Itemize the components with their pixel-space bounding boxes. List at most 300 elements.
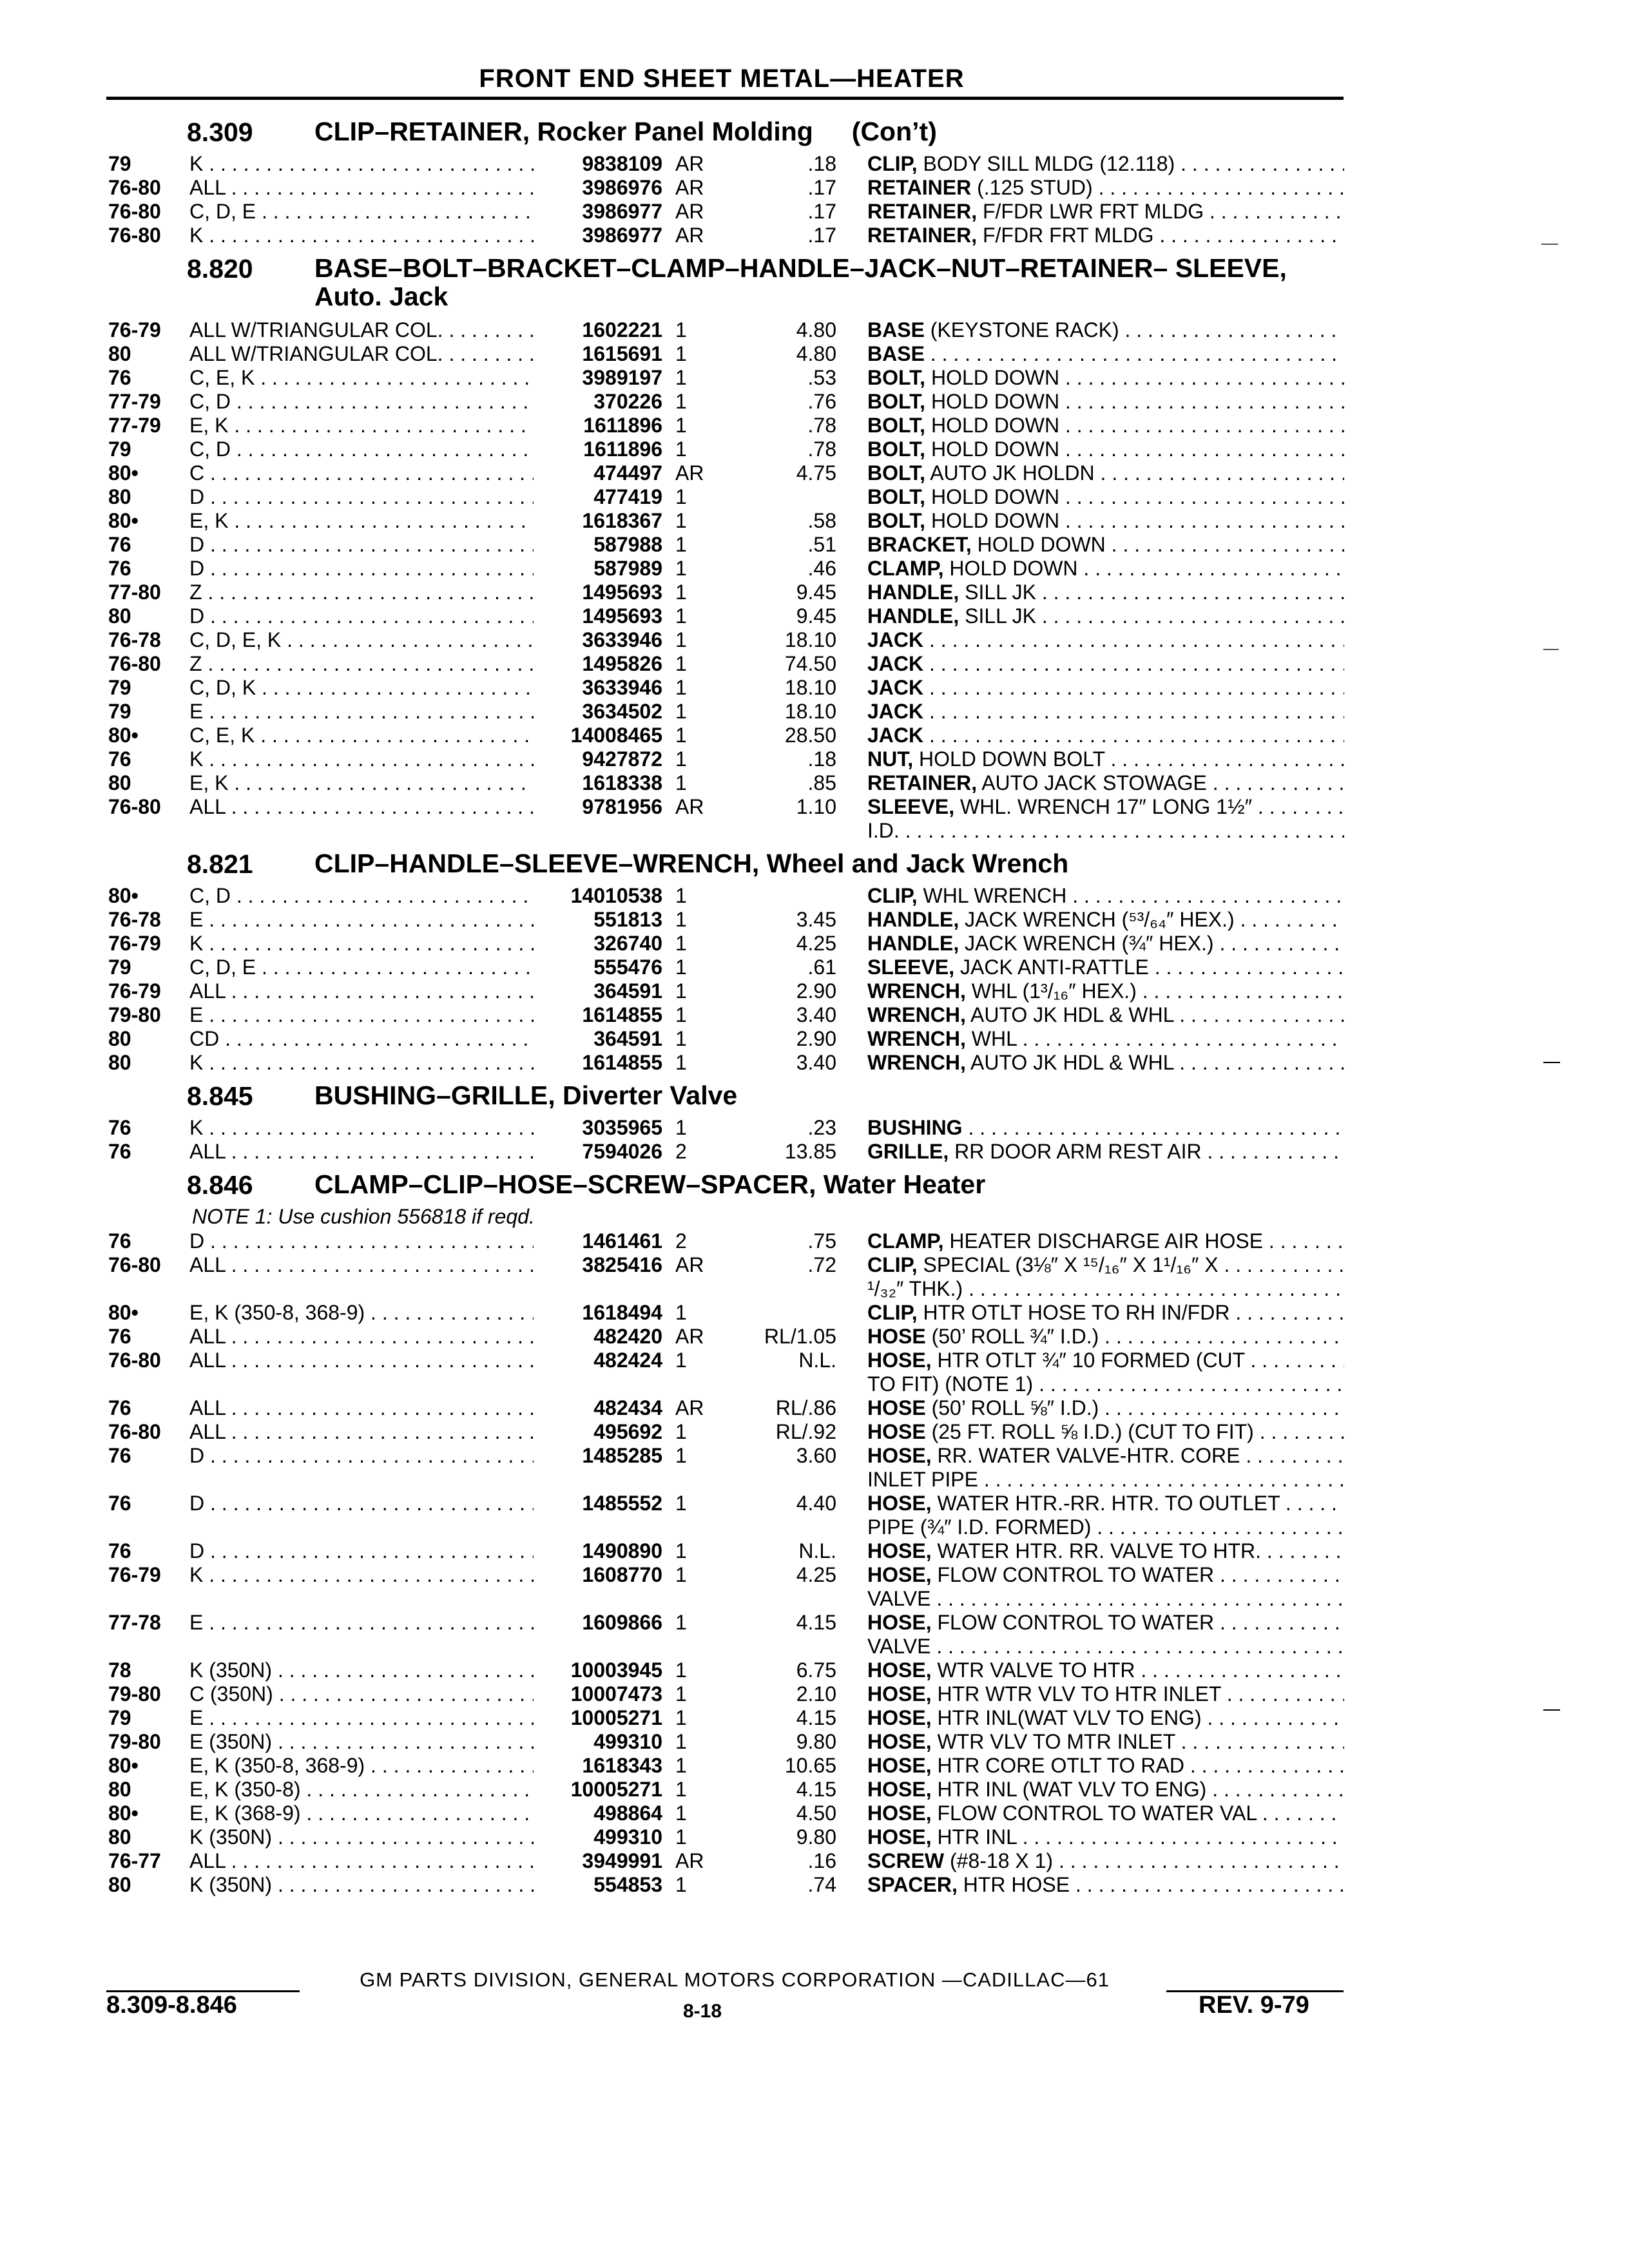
price: .17 <box>807 176 836 199</box>
model-year: 76-80 <box>108 224 161 247</box>
quantity: AR <box>675 1253 704 1276</box>
part-description <box>867 1611 1344 1658</box>
model-code: D . . . <box>189 1229 537 1253</box>
model-year: 76-78 <box>108 628 161 651</box>
description-line: NUT, HOLD DOWN BOLT . . . <box>867 747 1344 771</box>
description-line: ¹/₃₂″ THK.) . . . <box>867 1277 1344 1301</box>
quantity: 1 <box>675 628 687 651</box>
quantity: 1 <box>675 557 687 580</box>
part-number: 1614855 <box>534 1051 662 1075</box>
quantity: 1 <box>675 676 687 699</box>
model-code: C, D . . . <box>189 437 537 461</box>
description-line: HOSE, WATER HTR.-RR. HTR. TO OUTLET . . . <box>867 1492 1344 1515</box>
part-row <box>0 652 1629 676</box>
model-code: K . . . <box>189 747 537 771</box>
model-year: 76-79 <box>108 932 161 955</box>
part-row <box>0 342 1629 366</box>
part-row <box>0 1754 1629 1778</box>
part-row <box>0 1301 1629 1325</box>
quantity: 1 <box>675 533 687 556</box>
part-description <box>867 795 1344 843</box>
part-description <box>867 1873 1344 1897</box>
part-row <box>0 979 1629 1003</box>
quantity: AR <box>675 1325 704 1348</box>
part-description <box>867 557 1344 581</box>
model-year: 77-78 <box>108 1611 161 1634</box>
footer-section-range: 8.309-8.846 <box>106 1992 237 2019</box>
price: 3.40 <box>796 1003 836 1026</box>
price: 9.80 <box>796 1825 836 1849</box>
model-code: K . . . <box>189 1116 537 1140</box>
edge-mark <box>1543 1062 1560 1063</box>
model-year: 76 <box>108 1492 131 1515</box>
part-number: 3986976 <box>534 176 662 200</box>
part-number: 1611896 <box>534 414 662 437</box>
model-year: 79 <box>108 676 131 699</box>
model-year: 76-78 <box>108 908 161 931</box>
part-row <box>0 1396 1629 1420</box>
quantity: 1 <box>675 485 687 508</box>
part-description <box>867 1253 1344 1301</box>
description-line: BUSHING . . . <box>867 1116 1344 1140</box>
quantity: 1 <box>675 1611 687 1634</box>
description-line: BOLT, HOLD DOWN . . . <box>867 390 1344 414</box>
model-code: ALL W/TRIANGULAR COL. . . . <box>189 318 537 342</box>
model-year: 77-79 <box>108 414 161 437</box>
quantity: AR <box>675 200 704 223</box>
part-row <box>0 485 1629 509</box>
description-line: BOLT, HOLD DOWN . . . <box>867 485 1344 509</box>
model-year: 76-80 <box>108 1253 161 1276</box>
price: 2.90 <box>796 1027 836 1050</box>
part-number: 587989 <box>534 557 662 581</box>
price: 4.15 <box>796 1706 836 1729</box>
price: 4.25 <box>796 932 836 955</box>
model-year: 80 <box>108 1051 131 1074</box>
part-number: 10003945 <box>534 1658 662 1682</box>
description-line: WRENCH, AUTO JK HDL & WHL . . . <box>867 1003 1344 1027</box>
part-row <box>0 771 1629 795</box>
model-code: C (350N) . . . <box>189 1682 537 1706</box>
model-code: E, K (350-8) . . . <box>189 1778 537 1802</box>
price: RL/1.05 <box>764 1325 836 1348</box>
part-description <box>867 342 1344 366</box>
model-code: E, K (350-8, 368-9) . . . <box>189 1754 537 1778</box>
quantity: AR <box>675 461 704 485</box>
quantity: 1 <box>675 652 687 675</box>
model-year: 79 <box>108 152 131 175</box>
model-year: 80• <box>108 509 139 532</box>
part-row <box>0 1611 1629 1658</box>
section-heading <box>0 849 1629 884</box>
catalog-section <box>0 1170 1629 1897</box>
description-line: SPACER, HTR HOSE . . . <box>867 1873 1344 1897</box>
model-code: C, E, K . . . <box>189 366 537 390</box>
part-number: 364591 <box>534 1027 662 1051</box>
part-row <box>0 1492 1629 1539</box>
part-number: 326740 <box>534 932 662 956</box>
description-line: PIPE (¾″ I.D. FORMED) . . . <box>867 1515 1344 1539</box>
section-title: CLIP–HANDLE–SLEEVE–WRENCH, Wheel and Jack Wrench <box>314 849 1069 878</box>
section-heading <box>0 117 1629 152</box>
price: 6.75 <box>796 1658 836 1682</box>
price: 2.90 <box>796 979 836 1003</box>
part-number: 9427872 <box>534 747 662 771</box>
model-code: C, D, E . . . <box>189 956 537 979</box>
part-description <box>867 152 1344 176</box>
price: .46 <box>807 557 836 580</box>
model-code: E . . . <box>189 700 537 724</box>
price: .18 <box>807 152 836 175</box>
part-description <box>867 1730 1344 1754</box>
part-description <box>867 509 1344 533</box>
description-line: SCREW (#8-18 X 1) . . . <box>867 1849 1344 1873</box>
quantity: 1 <box>675 437 687 461</box>
part-number: 1618367 <box>534 509 662 533</box>
part-description <box>867 1140 1344 1164</box>
model-year: 76-79 <box>108 979 161 1003</box>
model-year: 79-80 <box>108 1682 161 1706</box>
part-row <box>0 956 1629 979</box>
model-code: Z . . . <box>189 652 537 676</box>
part-number: 1485552 <box>534 1492 662 1515</box>
price: .61 <box>807 956 836 979</box>
section-title: BASE–BOLT–BRACKET–CLAMP–HANDLE–JACK–NUT–RETAINER– SLEEVE, Auto. Jack <box>314 253 1287 311</box>
model-year: 80• <box>108 461 139 485</box>
quantity: 1 <box>675 390 687 413</box>
model-code: K (350N) . . . <box>189 1658 537 1682</box>
model-code: E, K . . . <box>189 414 537 437</box>
part-description <box>867 1349 1344 1396</box>
quantity: AR <box>675 224 704 247</box>
part-number: 7594026 <box>534 1140 662 1164</box>
part-number: 1615691 <box>534 342 662 366</box>
footer-publisher: GM PARTS DIVISION, GENERAL MOTORS CORPORATION —CADILLAC—61 <box>360 1968 1110 1991</box>
part-number: 554853 <box>534 1873 662 1897</box>
part-row <box>0 700 1629 724</box>
part-description <box>867 1325 1344 1349</box>
part-description <box>867 437 1344 461</box>
part-row <box>0 1444 1629 1492</box>
part-row <box>0 1027 1629 1051</box>
model-code: ALL . . . <box>189 795 537 819</box>
model-year: 80 <box>108 604 131 628</box>
price: 3.60 <box>796 1444 836 1467</box>
footer-page-number: 8-18 <box>683 2001 722 2022</box>
section-number: 8.309 <box>187 117 253 147</box>
part-row <box>0 1420 1629 1444</box>
part-description <box>867 956 1344 979</box>
part-row <box>0 390 1629 414</box>
model-code: K . . . <box>189 932 537 956</box>
part-row <box>0 509 1629 533</box>
model-year: 80 <box>108 485 131 508</box>
part-number: 482434 <box>534 1396 662 1420</box>
quantity: 1 <box>675 1730 687 1753</box>
model-code: ALL . . . <box>189 1325 537 1349</box>
part-description <box>867 676 1344 700</box>
edge-mark <box>1543 1709 1560 1711</box>
model-code: C, D . . . <box>189 884 537 908</box>
part-row <box>0 884 1629 908</box>
section-number: 8.845 <box>187 1081 253 1111</box>
part-description <box>867 979 1344 1003</box>
part-number: 1611896 <box>534 437 662 461</box>
price: 4.75 <box>796 461 836 485</box>
price: .17 <box>807 200 836 223</box>
model-code: K (350N) . . . <box>189 1873 537 1897</box>
catalog-section <box>0 254 1629 843</box>
part-number: 10007473 <box>534 1682 662 1706</box>
part-number: 495692 <box>534 1420 662 1444</box>
description-line: WRENCH, WHL . . . <box>867 1027 1344 1051</box>
part-number: 1614855 <box>534 1003 662 1027</box>
price: 18.10 <box>784 700 836 723</box>
model-year: 80• <box>108 1301 139 1324</box>
part-description <box>867 1706 1344 1730</box>
part-number: 1485285 <box>534 1444 662 1468</box>
description-line: HOSE, WTR VALVE TO HTR . . . <box>867 1658 1344 1682</box>
model-year: 78 <box>108 1658 131 1682</box>
part-description <box>867 1849 1344 1873</box>
model-code: ALL . . . <box>189 1140 537 1164</box>
part-description <box>867 724 1344 747</box>
model-code: D . . . <box>189 1539 537 1563</box>
description-line: TO FIT) (NOTE 1) . . . <box>867 1372 1344 1396</box>
model-code: ALL . . . <box>189 979 537 1003</box>
part-number: 14008465 <box>534 724 662 747</box>
part-description <box>867 1802 1344 1825</box>
part-number: 551813 <box>534 908 662 932</box>
model-year: 79 <box>108 437 131 461</box>
model-code: C, E, K . . . <box>189 724 537 747</box>
quantity: AR <box>675 1849 704 1872</box>
model-year: 76 <box>108 1444 131 1467</box>
model-year: 80 <box>108 1873 131 1896</box>
description-line: BOLT, HOLD DOWN . . . <box>867 414 1344 437</box>
price: .85 <box>807 771 836 794</box>
model-code: E . . . <box>189 1611 537 1635</box>
section-number: 8.821 <box>187 849 253 879</box>
part-row <box>0 1849 1629 1873</box>
quantity: 1 <box>675 1802 687 1825</box>
part-number: 1461461 <box>534 1229 662 1253</box>
model-code: D . . . <box>189 1492 537 1515</box>
part-row <box>0 932 1629 956</box>
price: .53 <box>807 366 836 389</box>
part-row <box>0 1563 1629 1611</box>
model-code: ALL . . . <box>189 1396 537 1420</box>
quantity: 1 <box>675 581 687 604</box>
description-line: VALVE . . . <box>867 1635 1344 1658</box>
model-code: E . . . <box>189 908 537 932</box>
model-year: 76 <box>108 1140 131 1163</box>
quantity: 1 <box>675 1825 687 1849</box>
catalog-section <box>0 1081 1629 1164</box>
model-year: 77-80 <box>108 581 161 604</box>
section-number: 8.846 <box>187 1170 253 1200</box>
model-year: 79 <box>108 1706 131 1729</box>
model-year: 76-80 <box>108 200 161 223</box>
part-number: 3633946 <box>534 628 662 652</box>
part-row <box>0 366 1629 390</box>
description-line: BOLT, HOLD DOWN . . . <box>867 366 1344 390</box>
price: 4.15 <box>796 1778 836 1801</box>
model-code: E . . . <box>189 1706 537 1730</box>
description-line: BRACKET, HOLD DOWN . . . <box>867 533 1344 557</box>
description-line: HOSE, FLOW CONTROL TO WATER . . . <box>867 1611 1344 1635</box>
description-line: JACK . . . <box>867 724 1344 747</box>
quantity: 1 <box>675 1420 687 1443</box>
part-number: 1602221 <box>534 318 662 342</box>
title-rule <box>106 97 1344 100</box>
model-year: 76 <box>108 533 131 556</box>
price: RL/.86 <box>775 1396 836 1419</box>
part-description <box>867 1682 1344 1706</box>
price: 28.50 <box>784 724 836 747</box>
price: .16 <box>807 1849 836 1872</box>
description-line: RETAINER (.125 STUD) . . . <box>867 176 1344 200</box>
description-line: HOSE (25 FT. ROLL ⅝ I.D.) (CUT TO FIT) . . . <box>867 1420 1344 1444</box>
model-year: 79 <box>108 956 131 979</box>
part-description <box>867 366 1344 390</box>
description-line: RETAINER, AUTO JACK STOWAGE . . . <box>867 771 1344 795</box>
part-row <box>0 437 1629 461</box>
model-year: 76 <box>108 747 131 771</box>
quantity: 1 <box>675 1778 687 1801</box>
quantity: 1 <box>675 956 687 979</box>
description-line: JACK . . . <box>867 676 1344 700</box>
price: .18 <box>807 747 836 771</box>
description-line: GRILLE, RR DOOR ARM REST AIR . . . <box>867 1140 1344 1164</box>
model-code: ALL . . . <box>189 1420 537 1444</box>
price: 4.50 <box>796 1802 836 1825</box>
price: 10.65 <box>784 1754 836 1777</box>
part-row <box>0 1778 1629 1802</box>
part-description <box>867 932 1344 956</box>
part-row <box>0 1802 1629 1825</box>
description-line: HOSE, HTR WTR VLV TO HTR INLET . . . <box>867 1682 1344 1706</box>
quantity: 1 <box>675 1658 687 1682</box>
price: .74 <box>807 1873 836 1896</box>
part-row <box>0 1730 1629 1754</box>
edge-mark <box>1541 244 1558 245</box>
price: .23 <box>807 1116 836 1139</box>
part-description <box>867 1492 1344 1539</box>
part-description <box>867 1563 1344 1611</box>
model-year: 80 <box>108 342 131 365</box>
model-code: CD . . . <box>189 1027 537 1051</box>
description-line: BASE . . . <box>867 342 1344 366</box>
model-code: D . . . <box>189 1444 537 1468</box>
model-code: C, D, E . . . <box>189 200 537 224</box>
price: N.L. <box>798 1349 836 1372</box>
part-number: 10005271 <box>534 1706 662 1730</box>
quantity: 1 <box>675 884 687 907</box>
quantity: 1 <box>675 342 687 365</box>
part-description <box>867 390 1344 414</box>
part-description <box>867 200 1344 224</box>
part-row <box>0 1253 1629 1301</box>
model-year: 76 <box>108 1396 131 1419</box>
description-line: HOSE (50’ ROLL ¾″ I.D.) . . . <box>867 1325 1344 1349</box>
part-row <box>0 1658 1629 1682</box>
section-title: CLAMP–CLIP–HOSE–SCREW–SPACER, Water Heater <box>314 1169 986 1199</box>
part-number: 482420 <box>534 1325 662 1349</box>
price: 9.45 <box>796 604 836 628</box>
section-heading <box>0 1081 1629 1116</box>
part-description <box>867 747 1344 771</box>
model-code: D . . . <box>189 485 537 509</box>
description-line: CLIP, HTR OTLT HOSE TO RH IN/FDR . . . <box>867 1301 1344 1325</box>
part-number: 1609866 <box>534 1611 662 1635</box>
description-line: JACK . . . <box>867 628 1344 652</box>
footer-revision: REV. 9-79 <box>1199 1992 1309 2019</box>
description-line: CLAMP, HOLD DOWN . . . <box>867 557 1344 581</box>
price: N.L. <box>798 1539 836 1562</box>
description-line: CLIP, BODY SILL MLDG (12.118) . . . <box>867 152 1344 176</box>
section-title: BUSHING–GRILLE, Diverter Valve <box>314 1081 738 1110</box>
price: .78 <box>807 414 836 437</box>
quantity: 1 <box>675 1754 687 1777</box>
model-year: 76-77 <box>108 1849 161 1872</box>
part-row <box>0 908 1629 932</box>
price: 3.40 <box>796 1051 836 1074</box>
description-line: BOLT, AUTO JK HOLDN . . . <box>867 461 1344 485</box>
section-heading <box>0 1170 1629 1205</box>
description-line: JACK . . . <box>867 652 1344 676</box>
model-code: E, K . . . <box>189 771 537 795</box>
edge-mark <box>1543 649 1559 650</box>
part-description <box>867 318 1344 342</box>
section-note: NOTE 1: Use cushion 556818 if reqd. <box>192 1205 535 1228</box>
part-number: 1495693 <box>534 581 662 604</box>
part-row <box>0 200 1629 224</box>
catalog-section <box>0 117 1629 247</box>
part-number: 555476 <box>534 956 662 979</box>
part-number: 370226 <box>534 390 662 414</box>
model-year: 79 <box>108 700 131 723</box>
section-continued: (Con’t) <box>851 117 937 146</box>
part-number: 364591 <box>534 979 662 1003</box>
model-year: 80• <box>108 884 139 907</box>
model-code: K . . . <box>189 224 537 247</box>
price: .78 <box>807 437 836 461</box>
quantity: AR <box>675 1396 704 1419</box>
model-year: 77-79 <box>108 390 161 413</box>
quantity: 1 <box>675 509 687 532</box>
part-description <box>867 1754 1344 1778</box>
quantity: 1 <box>675 724 687 747</box>
part-row <box>0 1140 1629 1164</box>
description-line: HOSE, WTR VLV TO MTR INLET . . . <box>867 1730 1344 1754</box>
price: 4.25 <box>796 1563 836 1586</box>
part-description <box>867 1003 1344 1027</box>
part-description <box>867 1778 1344 1802</box>
price: .72 <box>807 1253 836 1276</box>
part-description <box>867 884 1344 908</box>
part-number: 3949991 <box>534 1849 662 1873</box>
part-row <box>0 224 1629 247</box>
model-year: 76-79 <box>108 1563 161 1586</box>
part-number: 3633946 <box>534 676 662 700</box>
part-description <box>867 1444 1344 1492</box>
model-year: 80 <box>108 1778 131 1801</box>
quantity: 1 <box>675 1539 687 1562</box>
price: .76 <box>807 390 836 413</box>
model-code: K . . . <box>189 1051 537 1075</box>
quantity: 1 <box>675 1682 687 1706</box>
